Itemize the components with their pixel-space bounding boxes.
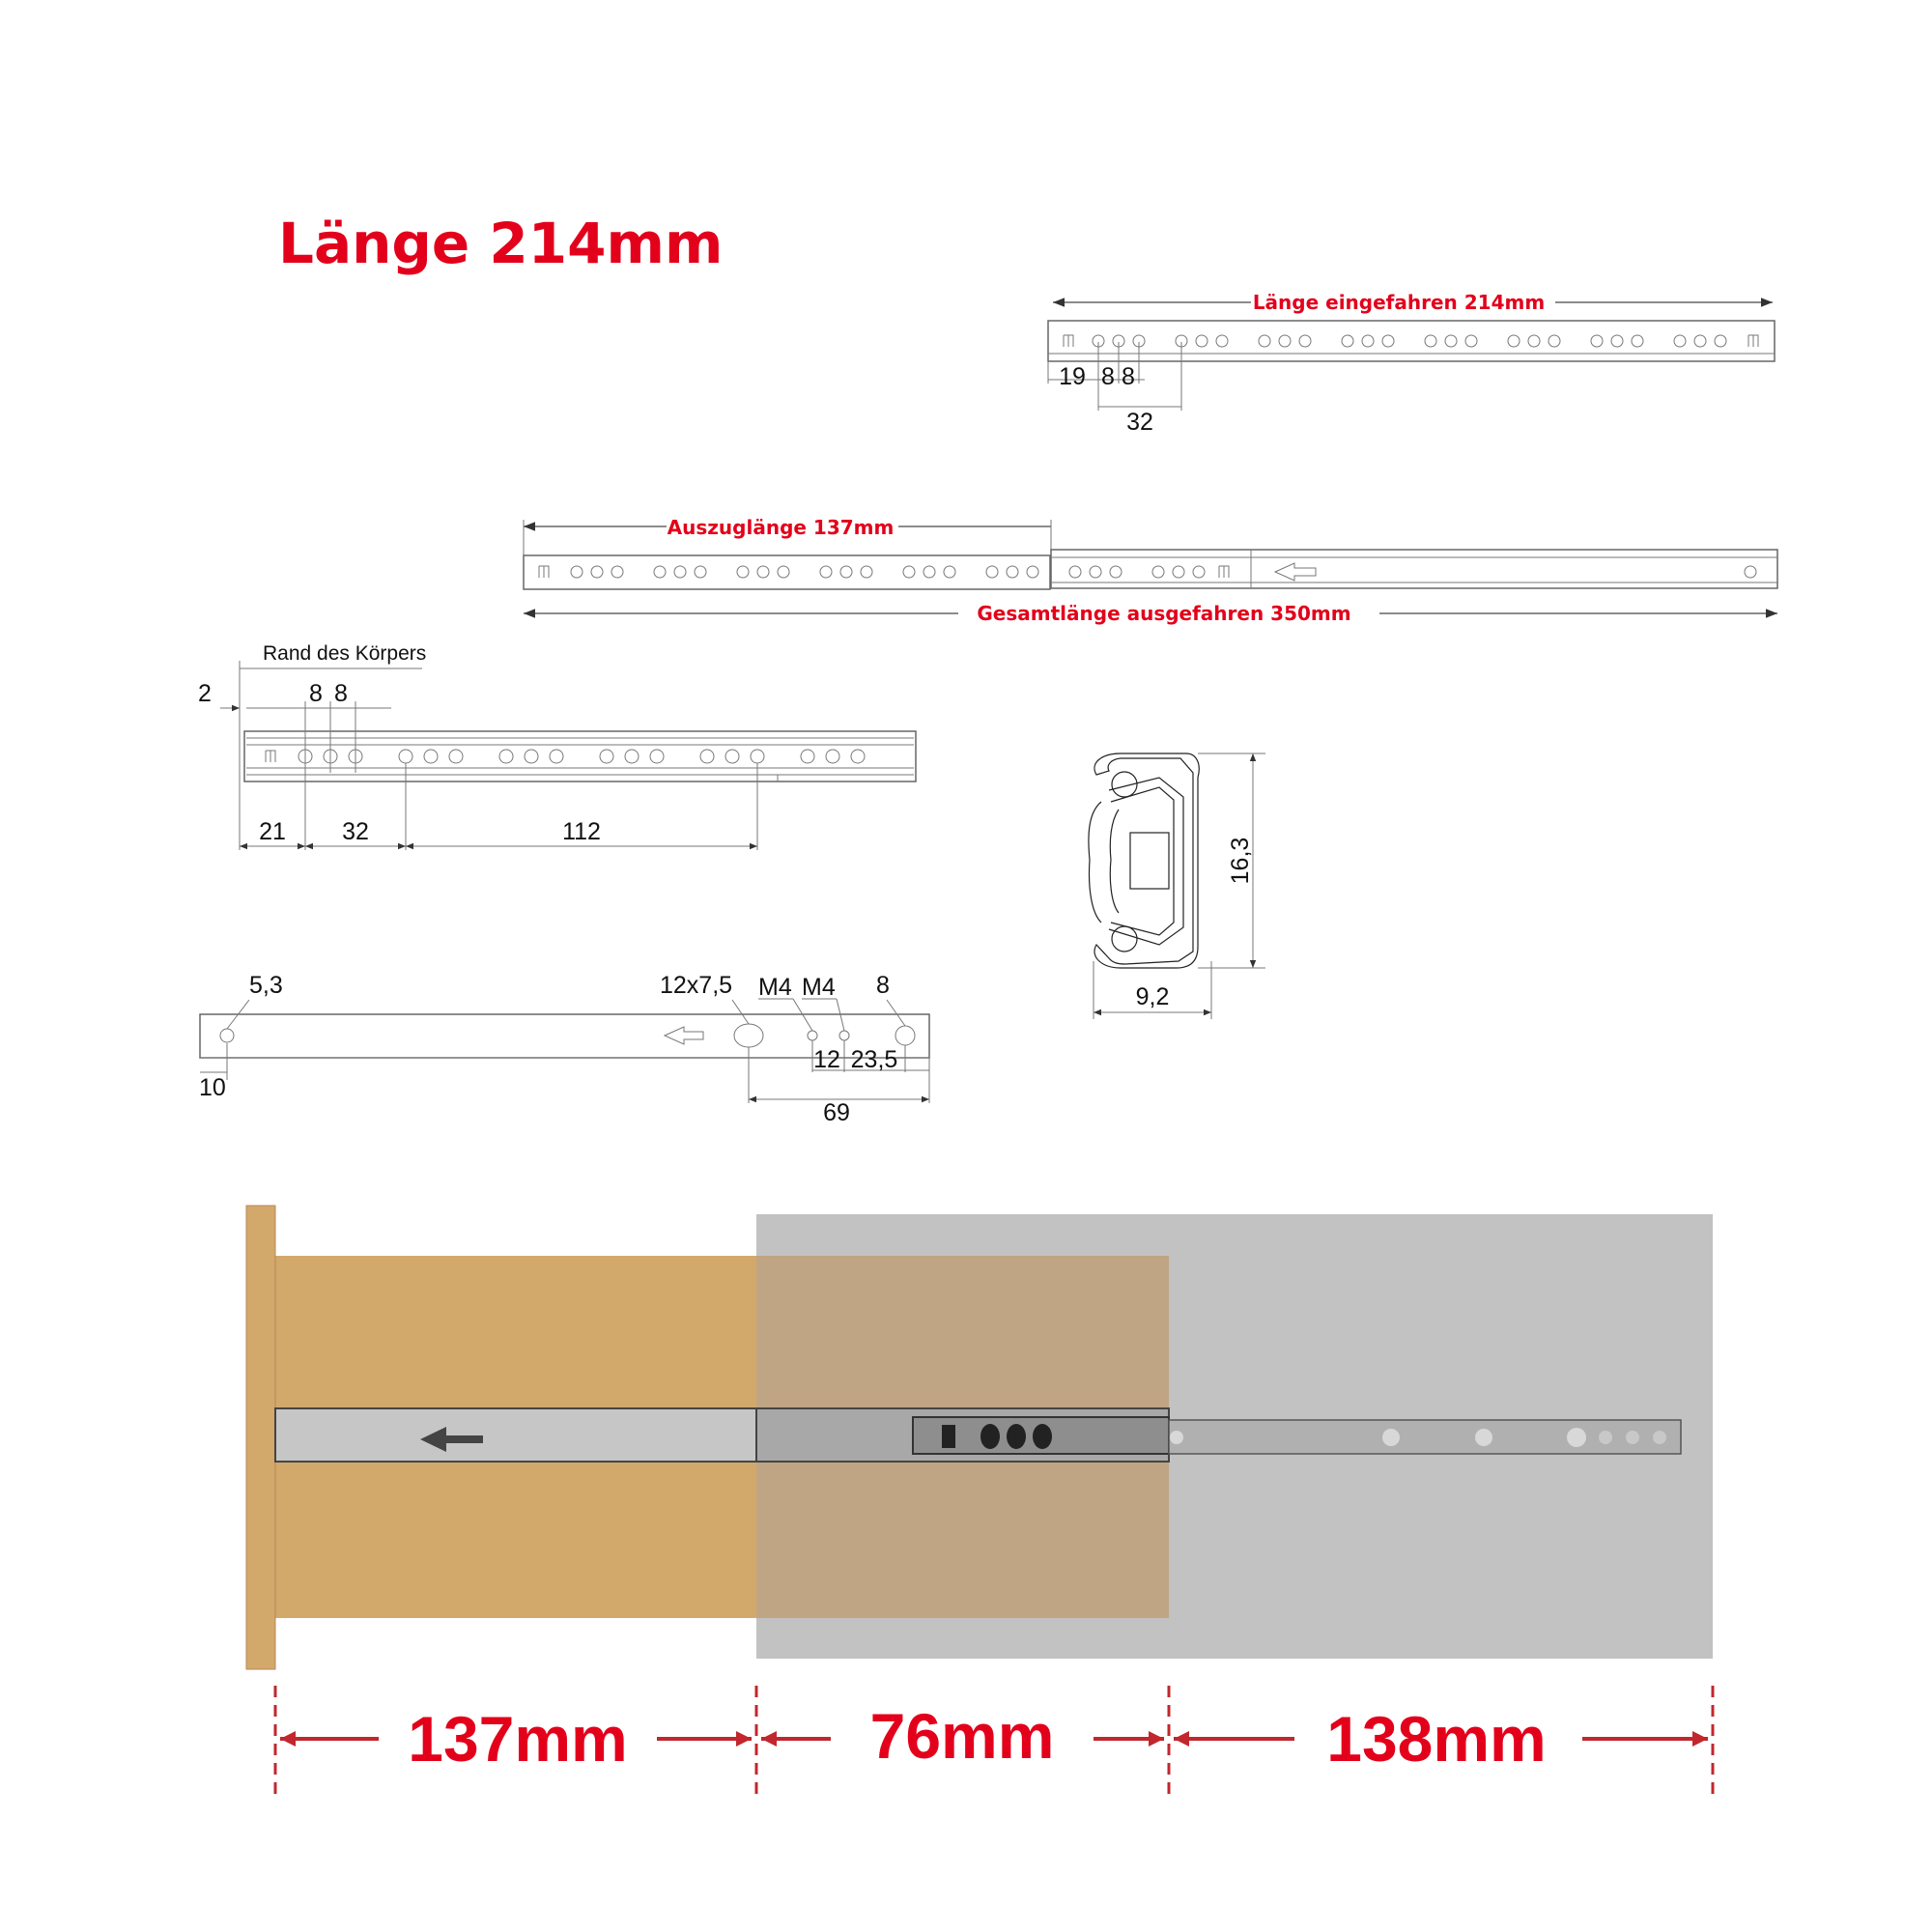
rail-hole [1090,566,1101,578]
rail-hole [826,750,839,763]
rail-hole [1007,566,1018,578]
rail-hole [449,750,463,763]
body-edge-label: Rand des Körpers [263,642,427,665]
dim-2: 2 [198,680,212,707]
dim-5-3: 5,3 [249,972,283,999]
rail-hole [1674,335,1686,347]
dim-8: 8 [1101,363,1115,390]
retracted-rail-holes [1064,335,1758,347]
dim-8: 8 [334,680,348,707]
profile-cross-section [1089,753,1265,1019]
rail-hole [1445,335,1457,347]
rail-hole [1591,335,1603,347]
rail-hole [674,566,686,578]
inner-member-view [199,972,929,1126]
rail-hole [778,566,789,578]
rail-hole [820,566,832,578]
rail-hole [1528,335,1540,347]
rail-hole [725,750,739,763]
rail-hole [1465,335,1477,347]
rail-hole [600,750,613,763]
rail-hole [1279,335,1291,347]
extended-rail-holes [539,566,1229,578]
total-extended-label: Gesamtlänge ausgefahren 350mm [977,602,1351,625]
dim-16-3: 16,3 [1227,837,1254,885]
retracted-length-label: Länge eingefahren 214mm [1252,291,1546,314]
rail-hole [1611,335,1623,347]
hole-5-3 [220,1029,234,1042]
rail-hole [840,566,852,578]
dim-8: 8 [1122,363,1135,390]
dim-12x7-5: 12x7,5 [660,972,733,999]
mount-mark [266,751,275,762]
mounting-dimension-view [198,642,916,850]
bottom-dimension-line [275,1686,1713,1797]
dim-10: 10 [199,1074,226,1101]
mount-mark [1064,335,1073,347]
dim-23-5: 23,5 [850,1046,898,1073]
dim-19: 19 [1059,363,1086,390]
dim-69: 69 [823,1099,850,1126]
dim-32: 32 [1126,409,1153,436]
rail-hole [1110,566,1122,578]
hole-m4 [808,1031,817,1040]
page-title: Länge 214mm [278,211,724,276]
rail-hole [1362,335,1374,347]
dim-8: 8 [876,972,890,999]
rail-hole [1173,566,1184,578]
rail-hole [1299,335,1311,347]
dim-8: 8 [309,680,323,707]
rail-hole [1196,335,1208,347]
dim-m4: M4 [802,974,836,1001]
extended-rail-view [524,516,1777,625]
rail-hole [1632,335,1643,347]
drawer-illustration [246,1206,1713,1669]
dim-9-2: 9,2 [1135,983,1170,1010]
rail-hole [1548,335,1560,347]
rail-hole [1425,335,1436,347]
rail-hole [1152,566,1164,578]
rail-hole [737,566,749,578]
hole-8 [895,1026,915,1045]
dim-m4: M4 [758,974,792,1001]
rail-hole [861,566,872,578]
rail-hole [923,566,935,578]
drawer-front [246,1206,275,1669]
rail-hole [851,750,865,763]
rail-hole [801,750,814,763]
rail-hole [986,566,998,578]
rail-hole [944,566,955,578]
segment-137mm: 137mm [408,1703,628,1775]
drawer-rail [275,1408,756,1462]
rail-hole [695,566,706,578]
arrow-marking [665,1027,703,1044]
rail-hole [399,750,412,763]
rail-hole [625,750,639,763]
dim-32: 32 [342,818,369,845]
rail-hole [654,566,666,578]
rail-hole [571,566,582,578]
mount-mark [1219,566,1229,578]
rail-hole [757,566,769,578]
dim-12: 12 [813,1046,840,1073]
rail-hole [499,750,513,763]
retracted-rail-outline [1048,321,1775,361]
segment-138mm: 138mm [1326,1703,1547,1775]
rail-hole [751,750,764,763]
rail-hole [611,566,623,578]
rail-hole [650,750,664,763]
rail-hole [1216,335,1228,347]
rail-hole [1027,566,1038,578]
rail-hole [1259,335,1270,347]
dim-21: 21 [259,818,286,845]
rail-hole [424,750,438,763]
rail-hole [1382,335,1394,347]
side-rail-outline [244,731,916,781]
rail-hole [903,566,915,578]
segment-76mm: 76mm [869,1700,1055,1772]
slot-12x7-5 [734,1024,763,1047]
rail-hole [1342,335,1353,347]
rail-hole [700,750,714,763]
rail-hole [1193,566,1205,578]
retracted-rail-view [1048,291,1775,436]
extension-length-label: Auszuglänge 137mm [667,516,895,539]
rail-hole [1715,335,1726,347]
rail-hole [1069,566,1081,578]
rail-hole [591,566,603,578]
mount-mark [1748,335,1758,347]
rail-hole [525,750,538,763]
dim-112: 112 [562,818,601,845]
hole-m4 [839,1031,849,1040]
rail-hole [550,750,563,763]
rail-hole [1508,335,1520,347]
mount-mark [539,566,549,578]
rail-hole [1694,335,1706,347]
